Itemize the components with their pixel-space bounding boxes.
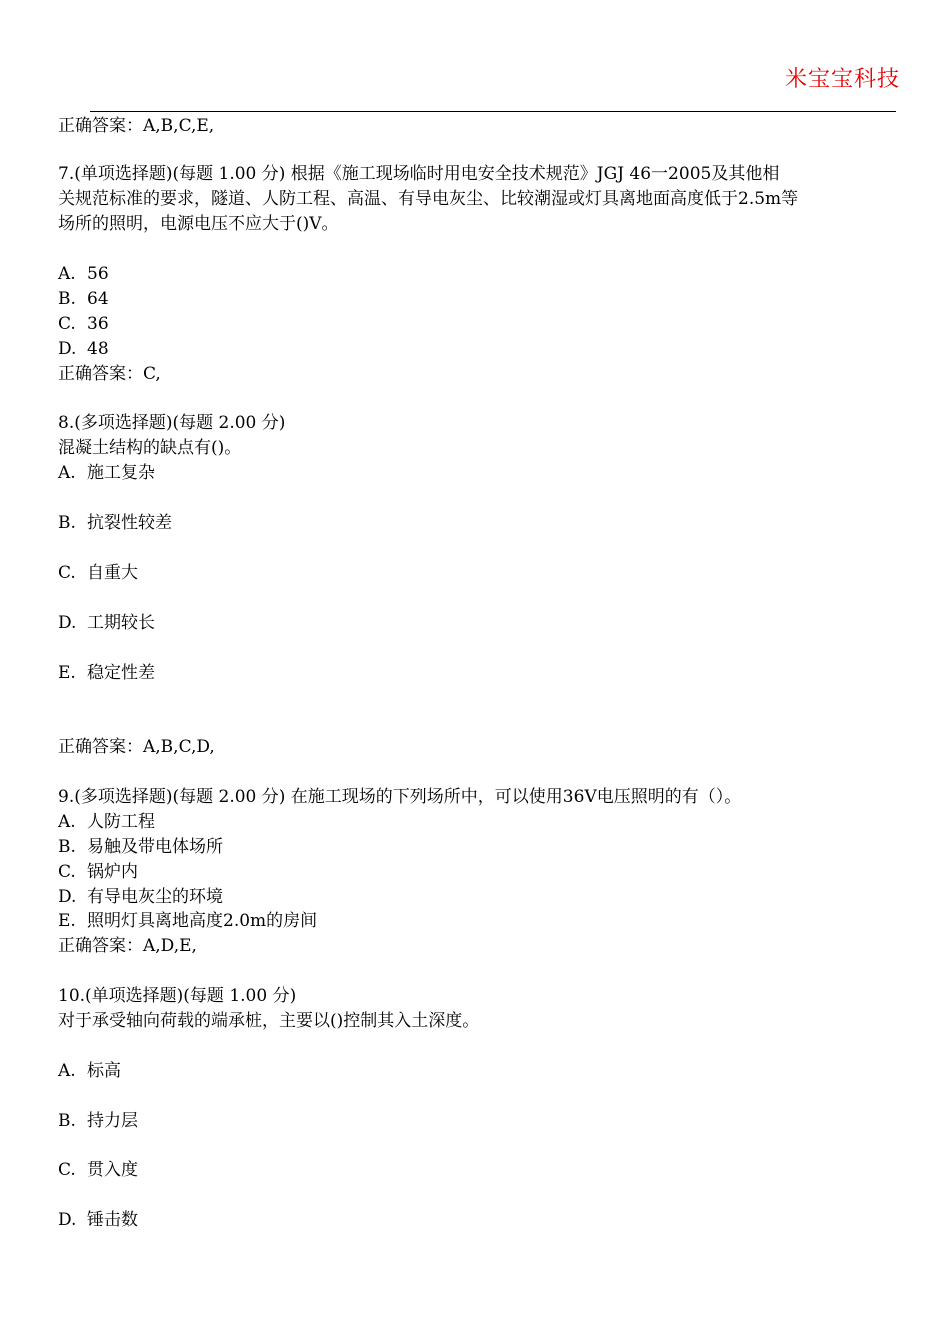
q8-stem-line-2: 混凝土结构的缺点有()。: [58, 438, 242, 458]
q10-option-d: [58, 1208, 138, 1233]
brand-logo-text: 米宝宝科技: [784, 67, 900, 92]
option-letter: A.: [58, 463, 76, 483]
q9-option-b: [58, 835, 223, 860]
q7-option-c: [58, 312, 109, 337]
option-text: 稳定性差: [87, 663, 155, 683]
option-letter: A.: [58, 264, 76, 284]
answer-q9: 正确答案：A,D,E,: [58, 936, 197, 956]
option-text: 照明灯具离地高度2.0m的房间: [87, 911, 318, 931]
option-letter: B.: [58, 837, 76, 857]
q7-stem-line-3: 场所的照明，电源电压不应大于()V。: [58, 214, 339, 234]
q8-option-e: [58, 661, 155, 686]
option-letter: E.: [58, 663, 76, 683]
option-letter: D.: [58, 1210, 77, 1230]
q9-option-d: [58, 885, 223, 910]
q8-stem-line-1: 8.(多项选择题)(每题 2.00 分): [58, 413, 286, 433]
option-text: 64: [87, 289, 109, 309]
option-text: 48: [87, 339, 109, 359]
q10-option-b: [58, 1109, 138, 1134]
option-letter: D.: [58, 339, 77, 359]
answer-q7: 正确答案：C,: [58, 364, 161, 384]
option-letter: C.: [58, 1160, 76, 1180]
option-text: 锅炉内: [87, 862, 138, 882]
q7-option-d: [58, 337, 109, 362]
option-letter: B.: [58, 289, 76, 309]
option-text: 人防工程: [87, 812, 155, 832]
q10-stem-line-1: 10.(单项选择题)(每题 1.00 分): [58, 986, 297, 1006]
option-text: 贯入度: [87, 1160, 138, 1180]
header-rule: [90, 111, 896, 112]
option-letter: E.: [58, 911, 76, 931]
answer-q6: 正确答案：A,B,C,E,: [58, 116, 215, 136]
q8-option-a: [58, 461, 155, 486]
option-text: 有导电灰尘的环境: [87, 887, 223, 907]
q8-option-d: [58, 611, 155, 636]
q8-option-c: [58, 561, 138, 586]
option-text: 易触及带电体场所: [87, 837, 223, 857]
option-letter: C.: [58, 862, 76, 882]
q7-option-a: [58, 262, 109, 287]
q9-stem-line-1: 9.(多项选择题)(每题 2.00 分) 在施工现场的下列场所中，可以使用36V电压照明的有（）。: [58, 787, 742, 807]
option-text: 抗裂性较差: [87, 513, 172, 533]
option-letter: A.: [58, 1061, 76, 1081]
option-letter: C.: [58, 563, 76, 583]
option-letter: B.: [58, 513, 76, 533]
answer-q8: 正确答案：A,B,C,D,: [58, 737, 215, 757]
option-letter: A.: [58, 812, 76, 832]
option-text: 36: [87, 314, 109, 334]
option-text: 施工复杂: [87, 463, 155, 483]
option-letter: B.: [58, 1111, 76, 1131]
option-text: 56: [87, 264, 109, 284]
option-letter: D.: [58, 887, 77, 907]
option-letter: C.: [58, 314, 76, 334]
option-text: 持力层: [87, 1111, 138, 1131]
option-text: 工期较长: [87, 613, 155, 633]
option-letter: D.: [58, 613, 77, 633]
q9-option-a: [58, 810, 155, 835]
q9-option-c: [58, 860, 138, 885]
q7-stem-line-1: 7.(单项选择题)(每题 1.00 分) 根据《施工现场临时用电安全技术规范》JGJ 46一2005及其他相: [58, 164, 780, 184]
option-text: 标高: [87, 1061, 121, 1081]
q7-stem-line-2: 关规范标准的要求，隧道、人防工程、高温、有导电灰尘、比较潮湿或灯具离地面高度低于2.5m等: [58, 189, 799, 209]
q9-option-e: [58, 909, 317, 934]
option-text: 锤击数: [87, 1210, 138, 1230]
q8-option-b: [58, 511, 172, 536]
option-text: 自重大: [87, 563, 138, 583]
q10-option-a: [58, 1059, 121, 1084]
q10-option-c: [58, 1158, 138, 1183]
q7-option-b: [58, 287, 109, 312]
q10-stem-line-2: 对于承受轴向荷载的端承桩，主要以()控制其入土深度。: [58, 1011, 480, 1031]
